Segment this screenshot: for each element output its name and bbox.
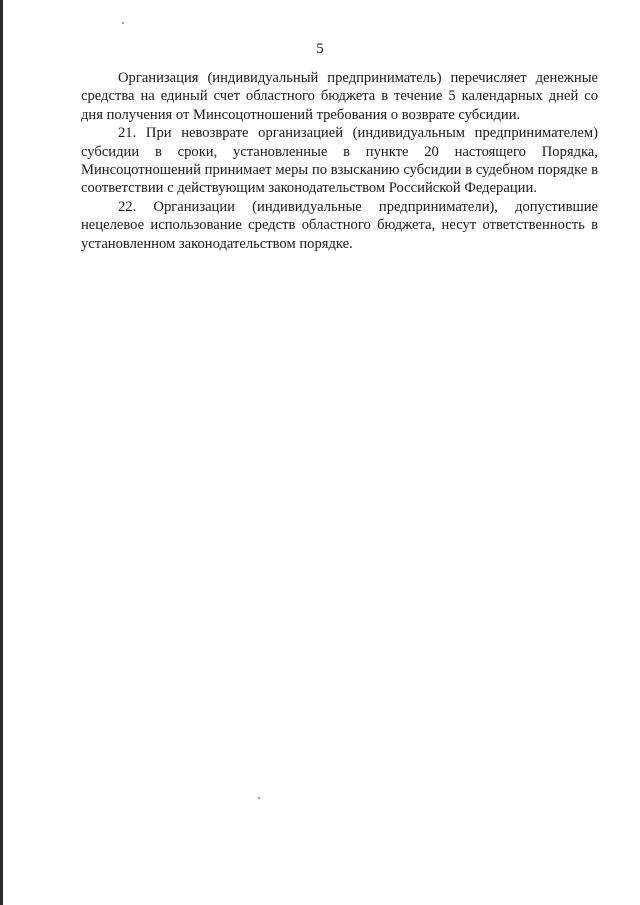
scan-speck (122, 22, 124, 24)
paragraph-refund-transfer: Организация (индивидуальный предприниматель) перечисляет денежные средства на единый счет областного бюджета в течение 5 календарных дней со дня получения от Минсоцотношений требования о возврате субсидии. (81, 70, 598, 123)
document-body (81, 69, 598, 253)
paragraph-22-misuse: 22. Организации (индивидуальные предприниматели), допустившие нецелевое использование средств областного бюджета, несут ответственность в установленном законодательством порядке. (81, 198, 598, 252)
scan-speck (258, 797, 260, 799)
paragraph-21-non-return: 21. При невозврате организацией (индивидуальным предпринимателем) субсидии в сроки, установленные в пункте 20 настоящего Порядка, Минсоцотношений принимает меры по взысканию субсидии в судебном порядке в соответствии с действующим законодательством Российской Федерации. (81, 125, 598, 197)
scan-edge (0, 0, 3, 905)
page-number: 5 (316, 41, 324, 57)
